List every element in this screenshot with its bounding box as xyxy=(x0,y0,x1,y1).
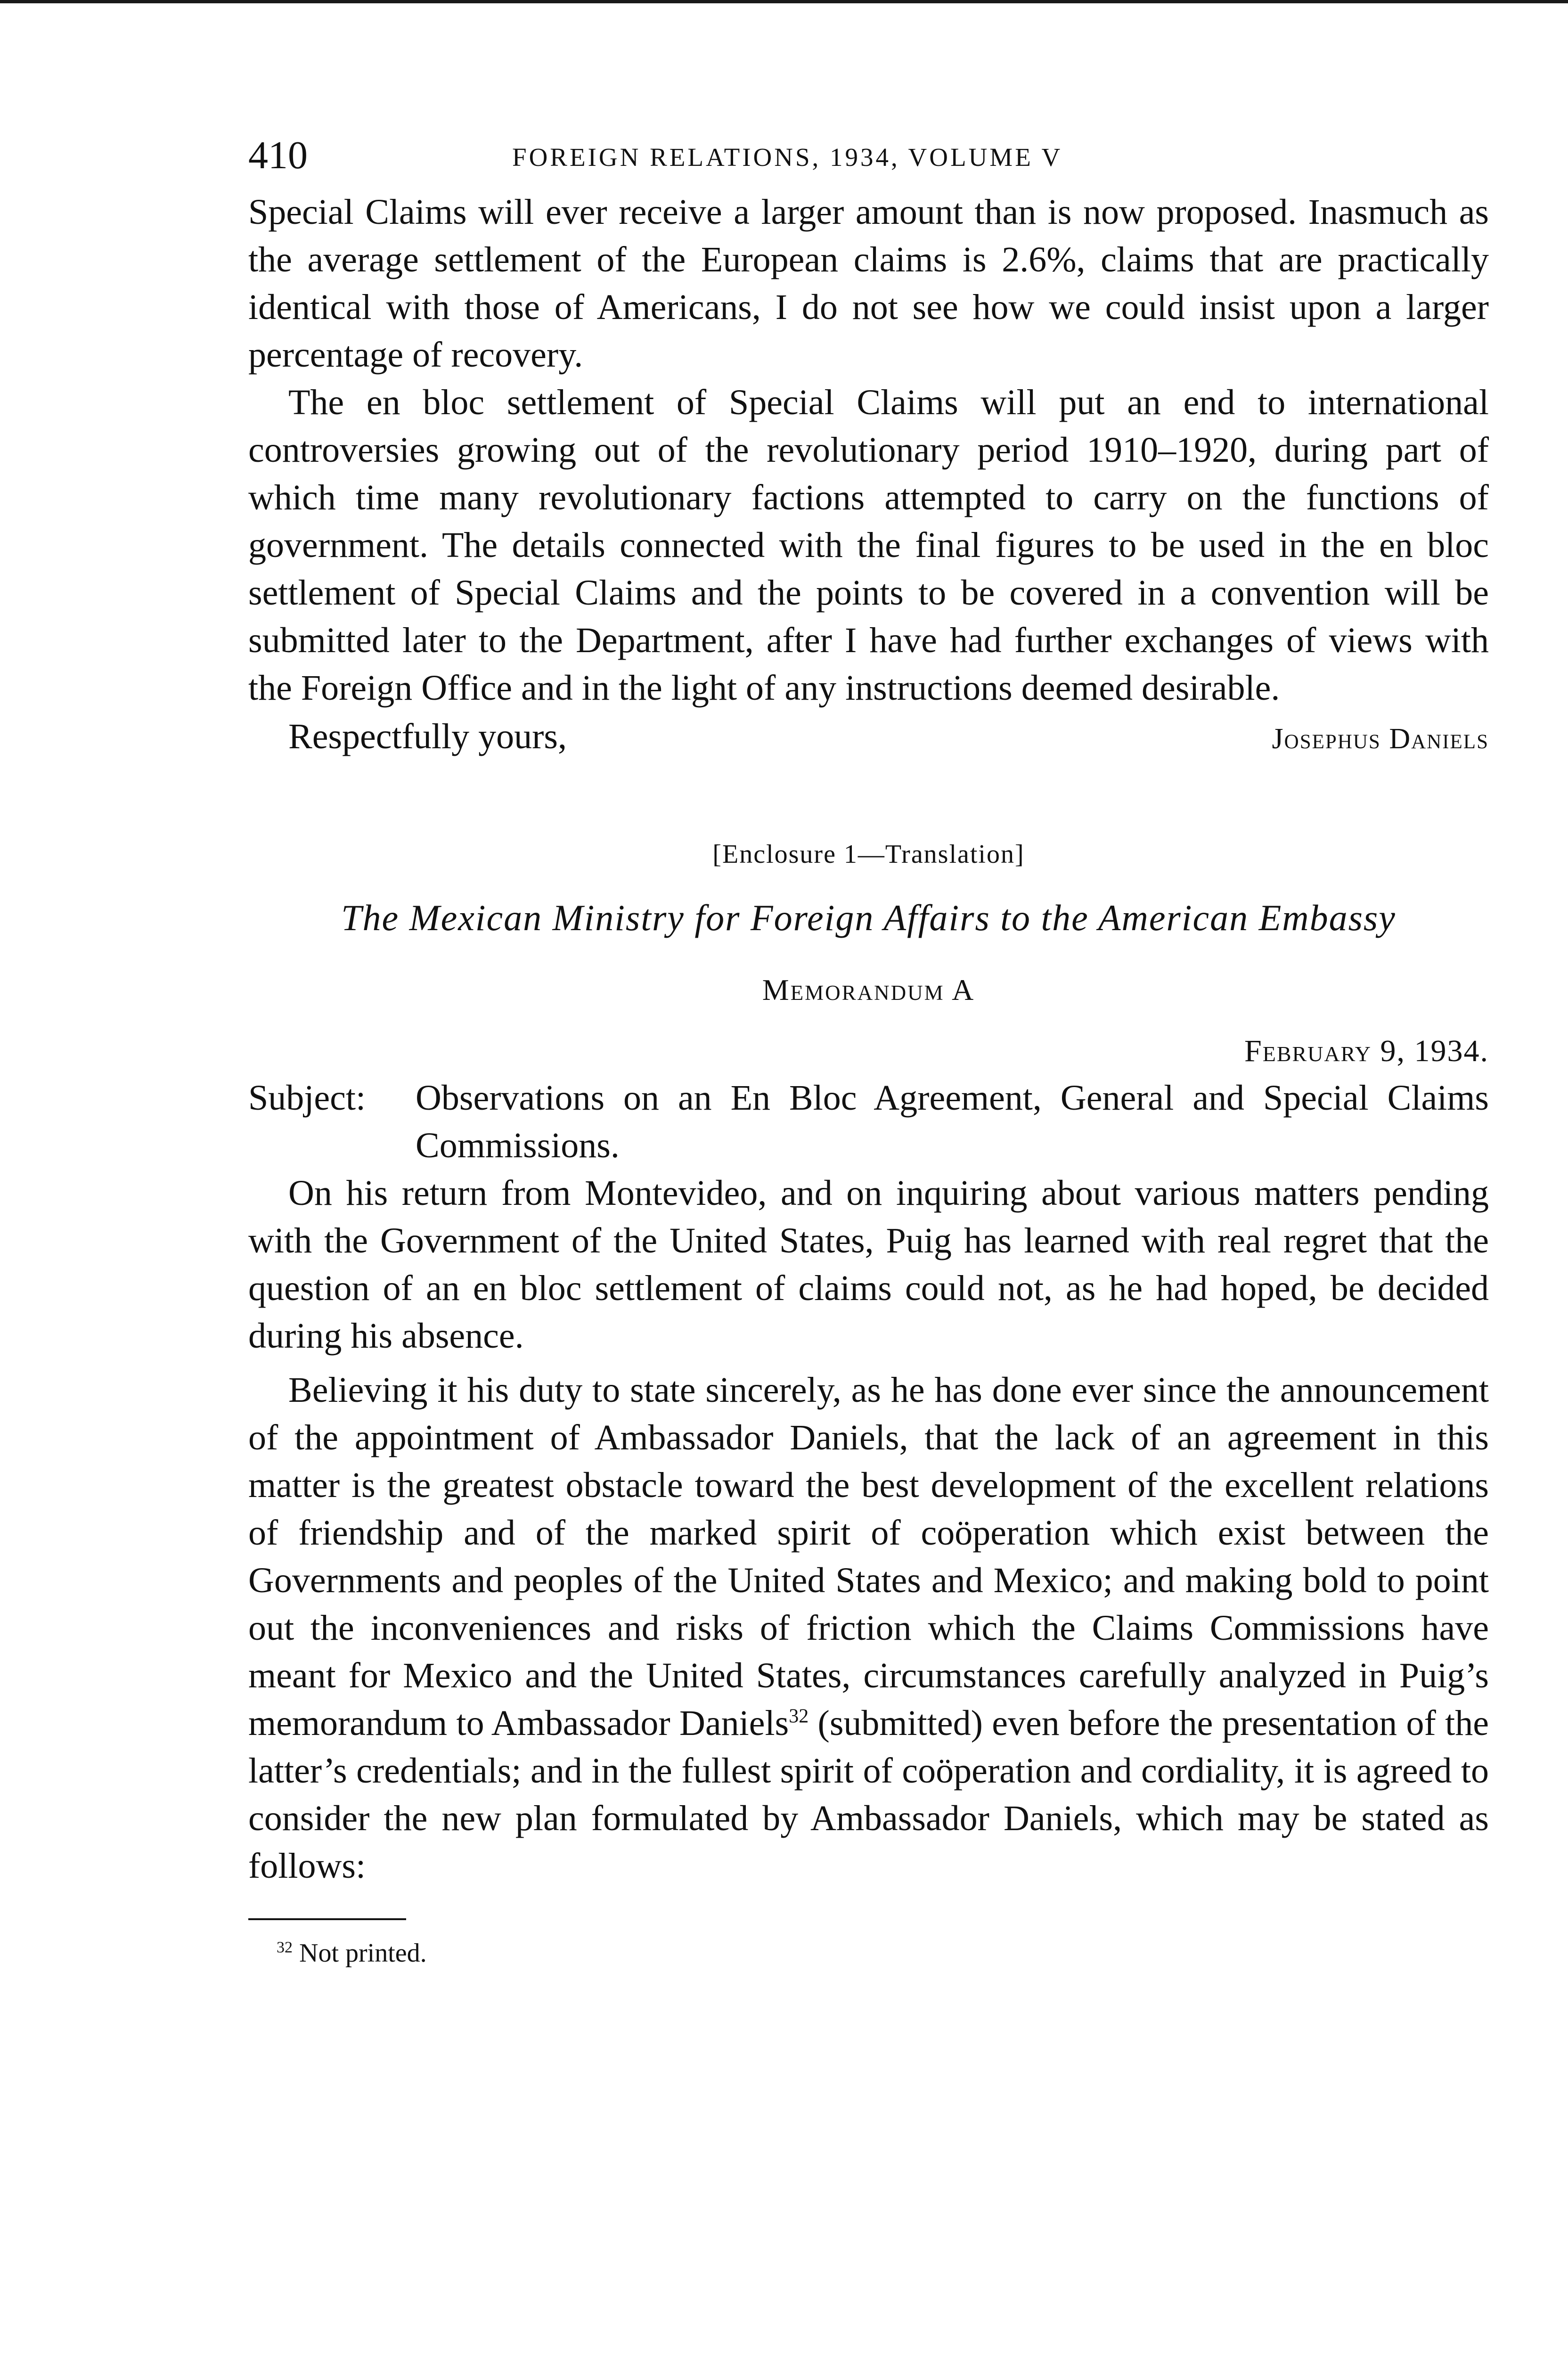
footnote-mark: 32 xyxy=(277,1939,293,1956)
subject-line xyxy=(248,1074,1489,1170)
letter-body xyxy=(248,188,1489,712)
footnote xyxy=(248,1934,1489,1972)
memorandum-date: February 9, 1934. xyxy=(1244,1034,1489,1068)
memorandum-paragraph-text: (submitted) even before the presentation of the latter’s credentials; and in the fullest spirit of coöperation and cordiality, it is agreed to consider the new plan formulated by Ambassador Daniels, which may be stated as follows: xyxy=(248,1703,1489,1886)
signature: Josephus Daniels xyxy=(1272,723,1489,755)
memorandum-body xyxy=(248,1170,1489,1890)
closing-row xyxy=(248,713,1489,765)
document-title: The Mexican Ministry for Foreign Affairs to the American Embassy xyxy=(341,897,1396,938)
running-header xyxy=(248,132,1489,188)
letter-paragraph: Special Claims will ever receive a larger amount than is now proposed. Inasmuch as the average settlement of the European claims is 2.6%, claims that are practically identical with those of Americans, I do not see how we could insist upon a larger percentage of recovery. xyxy=(248,192,1489,375)
footnote-text: Not printed. xyxy=(293,1939,427,1968)
letter-paragraph: The en bloc settlement of Special Claims will put an end to international controversies growing out of the revolutionary period 1910–1920, during part of which time many revolutionary factions attempted to carry on the functions of government. The details connected with the final figures to be used in the en bloc settlement of Special Claims and the points to be covered in a convention will be submitted later to the Department, after I have had further exchanges of views with the Foreign Office and in the light of any instructions deemed desirable. xyxy=(248,383,1489,708)
document-page xyxy=(248,132,1489,1972)
running-title: FOREIGN RELATIONS, 1934, VOLUME V xyxy=(512,143,1063,172)
memorandum-paragraph-text: Believing it his duty to state sincerely, as he has done ever since the announcement of the appointment of Ambassador Daniels, that the lack of an agreement in this matter is the greatest obstacle toward the best development of the excellent relations of friendship and of the marked spirit of coöperation which exist between the Governments and peoples of the United States and Mexico; and making bold to point out the inconveniences and risks of friction which the Claims Commissions have meant for Mexico and the United States, circumstances carefully analyzed in Puig’s memorandum to Ambassador Daniels xyxy=(248,1370,1489,1743)
footnote-reference: 32 xyxy=(789,1705,809,1727)
footnote-divider xyxy=(248,1918,406,1920)
memorandum-paragraph: On his return from Montevideo, and on inquiring about various matters pending with the Government of the United States, Puig has learned with real regret that the question of an en bloc settlement of claims could not, as he had hoped, be decided during his absence. xyxy=(248,1173,1489,1356)
enclosure-label: [Enclosure 1—Translation] xyxy=(712,840,1025,869)
complimentary-close: Respectfully yours, xyxy=(288,717,567,756)
subject-label: Subject: xyxy=(248,1078,366,1118)
top-scan-border xyxy=(0,0,1568,3)
page-number: 410 xyxy=(248,133,308,177)
subject-text: Observations on an En Bloc Agreement, General and Special Claims Commissions. xyxy=(416,1078,1489,1165)
memorandum-title: Memorandum A xyxy=(762,973,975,1006)
memorandum-paragraph xyxy=(248,1366,1489,1890)
